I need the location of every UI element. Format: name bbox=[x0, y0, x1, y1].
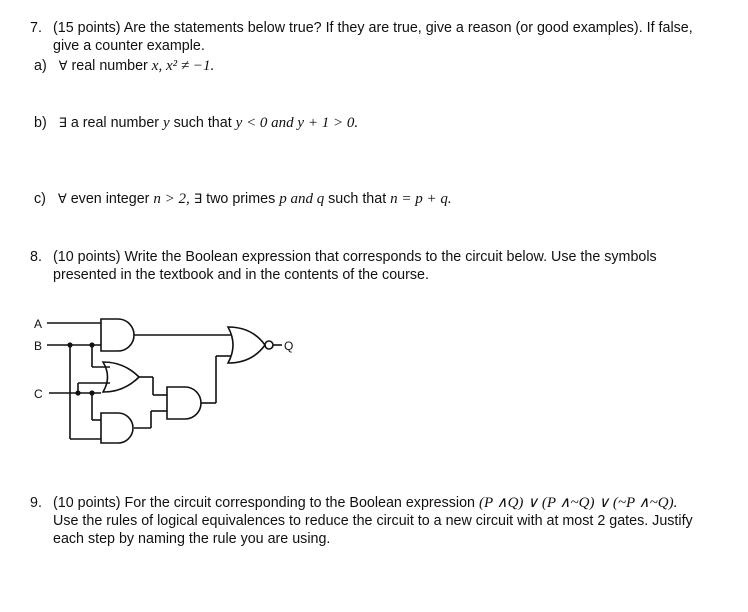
q7-prompt-line1: (15 points) Are the statements below true? If they are true, give a reason (or good examples). If false, bbox=[53, 20, 693, 36]
q7a-text: real number bbox=[67, 58, 152, 74]
output-label-q: Q bbox=[284, 339, 294, 353]
q9-prompt-prefix: (10 points) For the circuit corresponding to the Boolean expression bbox=[53, 495, 479, 511]
q7b-text: a real number bbox=[66, 115, 164, 131]
exists-symbol: ∃ bbox=[58, 116, 67, 131]
forall-symbol: ∀ bbox=[57, 192, 67, 207]
q8-prompt-line2: presented in the textbook and in the contents of the course. bbox=[53, 267, 429, 283]
q7a-label: a) bbox=[34, 58, 47, 74]
q7a-math: x, x² ≠ −1. bbox=[151, 58, 215, 74]
q7c-label: c) bbox=[34, 191, 46, 207]
exists-symbol: ∃ bbox=[189, 192, 203, 207]
output-or-gate bbox=[228, 327, 265, 363]
q7b-var: y bbox=[163, 115, 170, 131]
q9-prompt-line3: each step by naming the rule you are using. bbox=[53, 531, 331, 547]
q7c-text: even integer bbox=[66, 191, 154, 207]
input-label-a: A bbox=[34, 317, 43, 331]
and-gate-2 bbox=[167, 387, 201, 419]
q9-number: 9. bbox=[30, 495, 42, 511]
junction-dot bbox=[67, 342, 72, 347]
q9-prompt-line2: Use the rules of logical equivalences to reduce the circuit to a new circuit with at most 2 gates. Justify bbox=[53, 513, 693, 529]
and-gate-3 bbox=[101, 413, 133, 443]
not-bubble bbox=[265, 341, 273, 349]
input-label-c: C bbox=[34, 387, 43, 401]
q7b-math: y < 0 and y + 1 > 0. bbox=[235, 115, 359, 131]
q7c-math3: n = p + q. bbox=[390, 191, 452, 207]
q7b-label: b) bbox=[34, 115, 47, 131]
input-label-b: B bbox=[34, 339, 43, 353]
q7c-text3: such that bbox=[324, 191, 391, 207]
q7c-math2: p and q bbox=[279, 191, 325, 207]
junction-dot bbox=[75, 390, 80, 395]
q8-prompt-line1: (10 points) Write the Boolean expression that corresponds to the circuit below. Use the symbols bbox=[53, 249, 657, 265]
junction-dot bbox=[89, 342, 94, 347]
q7-prompt-line2: give a counter example. bbox=[53, 38, 205, 54]
q7b-text2: such that bbox=[169, 115, 236, 131]
q8-number: 8. bbox=[30, 249, 42, 265]
junction-dot bbox=[89, 390, 94, 395]
q7c-math1: n > 2, bbox=[153, 191, 190, 207]
q9-expression: (P ∧Q) ∨ (P ∧~Q) ∨ (~P ∧~Q). bbox=[478, 495, 678, 511]
q9-prompt-line1 bbox=[53, 494, 677, 512]
forall-symbol: ∀ bbox=[58, 59, 68, 74]
q7c-text2: two primes bbox=[202, 191, 280, 207]
and-gate-1 bbox=[101, 319, 134, 351]
q7-number: 7. bbox=[30, 20, 42, 36]
